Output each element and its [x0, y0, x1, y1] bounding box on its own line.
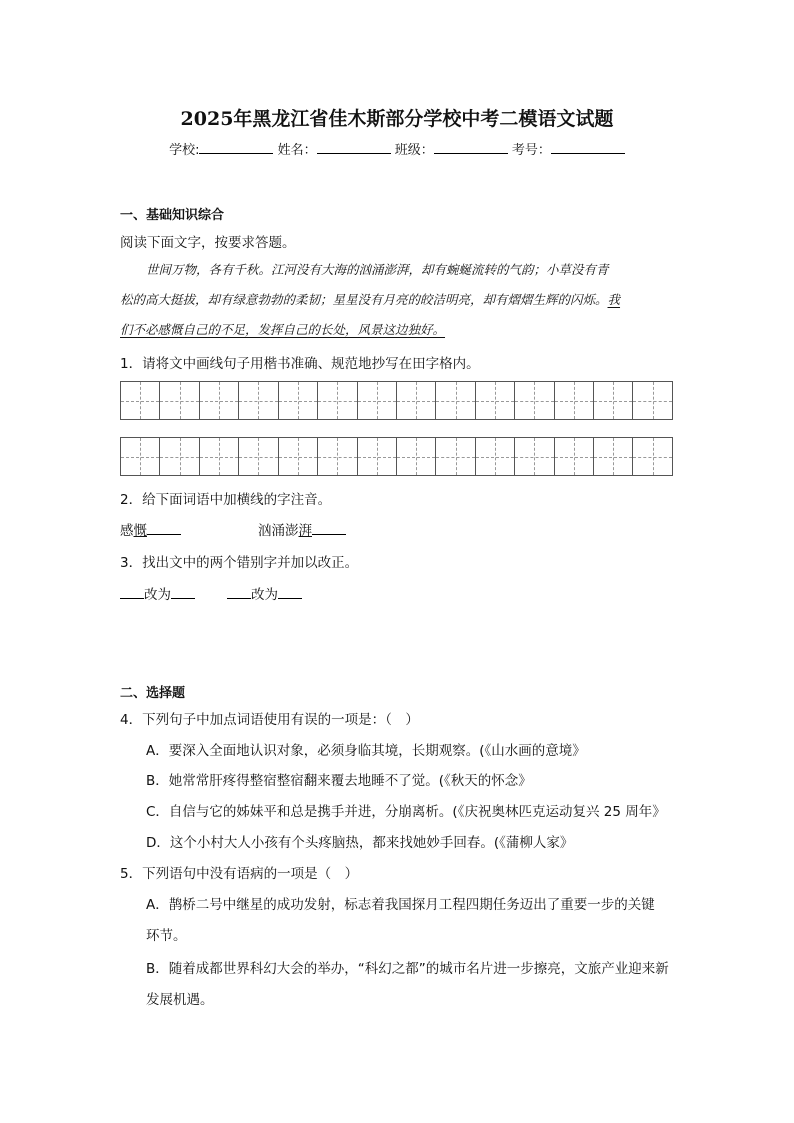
q3-answer-2 [227, 583, 302, 603]
grid-cell [397, 382, 436, 419]
q4-option-a[interactable]: A．要深入全面地认识对象，必须身临其境，长期观察。(《山水画的意境》 [146, 743, 586, 759]
q5-option-a-line-1[interactable]: A．鹊桥二号中继星的成功发射，标志着我国探月工程四期任务迈出了重要一步的关键 [146, 897, 655, 913]
exam-no-blank[interactable] [551, 140, 625, 154]
question-2: 2．给下面词语中加横线的字注音。 [120, 492, 332, 508]
q4-option-b[interactable]: B．她常常肝疼得整宿整宿翻来覆去地睡不了觉。(《秋天的怀念》 [146, 773, 532, 789]
grid-cell [279, 382, 318, 419]
q4-option-c[interactable]: C．自信与它的姊妹平和总是携手并进，分崩离析。(《庆祝奥林匹克运动复兴 25 周年》 [146, 804, 666, 820]
q2-word-1-char: 感 [120, 523, 134, 539]
grid-cell [200, 438, 239, 475]
grid-cell [318, 382, 357, 419]
grid-cell [358, 382, 397, 419]
q3-correct-char-blank-1[interactable] [171, 586, 195, 599]
question-5: 5．下列语句中没有语病的一项是（ ） [120, 866, 359, 882]
grid-cell [160, 438, 199, 475]
q2-answer-blank-1[interactable] [147, 522, 181, 535]
question-1: 1．请将文中画线句子用楷书准确、规范地抄写在田字格内。 [120, 356, 480, 372]
q3-wrong-char-blank-2[interactable] [227, 586, 251, 599]
q2-word-2 [258, 519, 346, 539]
grid-cell [239, 438, 278, 475]
section1-instruction: 阅读下面文字，按要求答题。 [120, 235, 296, 251]
class-label: 班级： [394, 143, 434, 158]
grid-cell [476, 382, 515, 419]
grid-cell [279, 438, 318, 475]
grid-cell [239, 382, 278, 419]
q3-answer-1 [120, 583, 195, 603]
grid-cell [436, 438, 475, 475]
grid-cell [160, 382, 199, 419]
question-3: 3．找出文中的两个错别字并加以改正。 [120, 555, 359, 571]
q5-option-a-line-2: 环节。 [146, 928, 187, 944]
q2-word-1-marked-char: 慨 [133, 523, 147, 539]
q2-word-2-chars: 汹涌澎 [258, 523, 299, 539]
passage-line-2 [120, 290, 620, 308]
passage-line-2-text: 松的高大挺拔，却有绿意勃勃的柔韧；星星没有月亮的皎洁明亮，却有熠熠生辉的闪烁。 [120, 292, 608, 307]
q2-word-2-marked-char: 湃 [298, 523, 312, 539]
name-blank[interactable] [317, 140, 391, 154]
q2-word-1 [120, 519, 181, 539]
student-info-line [0, 139, 794, 158]
q3-correct-char-blank-2[interactable] [278, 586, 302, 599]
grid-cell [555, 382, 594, 419]
grid-cell [318, 438, 357, 475]
grid-cell [555, 438, 594, 475]
class-blank[interactable] [434, 140, 508, 154]
tianzige-grid-row-2[interactable] [120, 437, 673, 476]
name-label: 姓名： [277, 143, 317, 158]
passage-line-1: 世间万物，各有千秋。江河没有大海的汹涌澎湃，却有蜿蜒流转的气韵；小草没有青 [146, 262, 609, 277]
grid-cell [594, 382, 633, 419]
grid-cell [594, 438, 633, 475]
section2-heading: 二、选择题 [120, 686, 186, 701]
q5-option-b-line-1[interactable]: B．随着成都世界科幻大会的举办，“科幻之都”的城市名片进一步擦亮，文旅产业迎来新 [146, 961, 669, 977]
q3-change-label: 改为 [144, 587, 171, 603]
q5-option-b-line-2: 发展机遇。 [146, 992, 214, 1008]
q4-option-d[interactable]: D．这个小村大人小孩有个头疼脑热，都来找她妙手回春。(《蒲柳人家》 [146, 835, 574, 851]
exam-no-label: 考号： [511, 143, 551, 158]
passage-underlined-start: 我 [607, 292, 621, 307]
grid-cell [633, 382, 671, 419]
school-blank[interactable] [199, 140, 273, 154]
passage-line-3-underlined: 们不必感慨自己的不足，发挥自己的长处，风景这边独好。 [120, 322, 446, 337]
page-title: 2025年黑龙江省佳木斯部分学校中考二模语文试题 [180, 108, 614, 130]
grid-cell [515, 382, 554, 419]
grid-cell [121, 382, 160, 419]
tianzige-grid-row-1[interactable] [120, 381, 673, 420]
q2-answer-blank-2[interactable] [312, 522, 346, 535]
grid-cell [121, 438, 160, 475]
grid-cell [436, 382, 475, 419]
grid-cell [633, 438, 671, 475]
grid-cell [515, 438, 554, 475]
grid-cell [476, 438, 515, 475]
question-4: 4．下列句子中加点词语使用有误的一项是：（ ） [120, 712, 419, 728]
q3-wrong-char-blank-1[interactable] [120, 586, 144, 599]
grid-cell [397, 438, 436, 475]
q3-change-label: 改为 [251, 587, 278, 603]
school-label: 学校: [169, 143, 200, 158]
section1-heading: 一、基础知识综合 [120, 208, 225, 223]
grid-cell [200, 382, 239, 419]
grid-cell [358, 438, 397, 475]
